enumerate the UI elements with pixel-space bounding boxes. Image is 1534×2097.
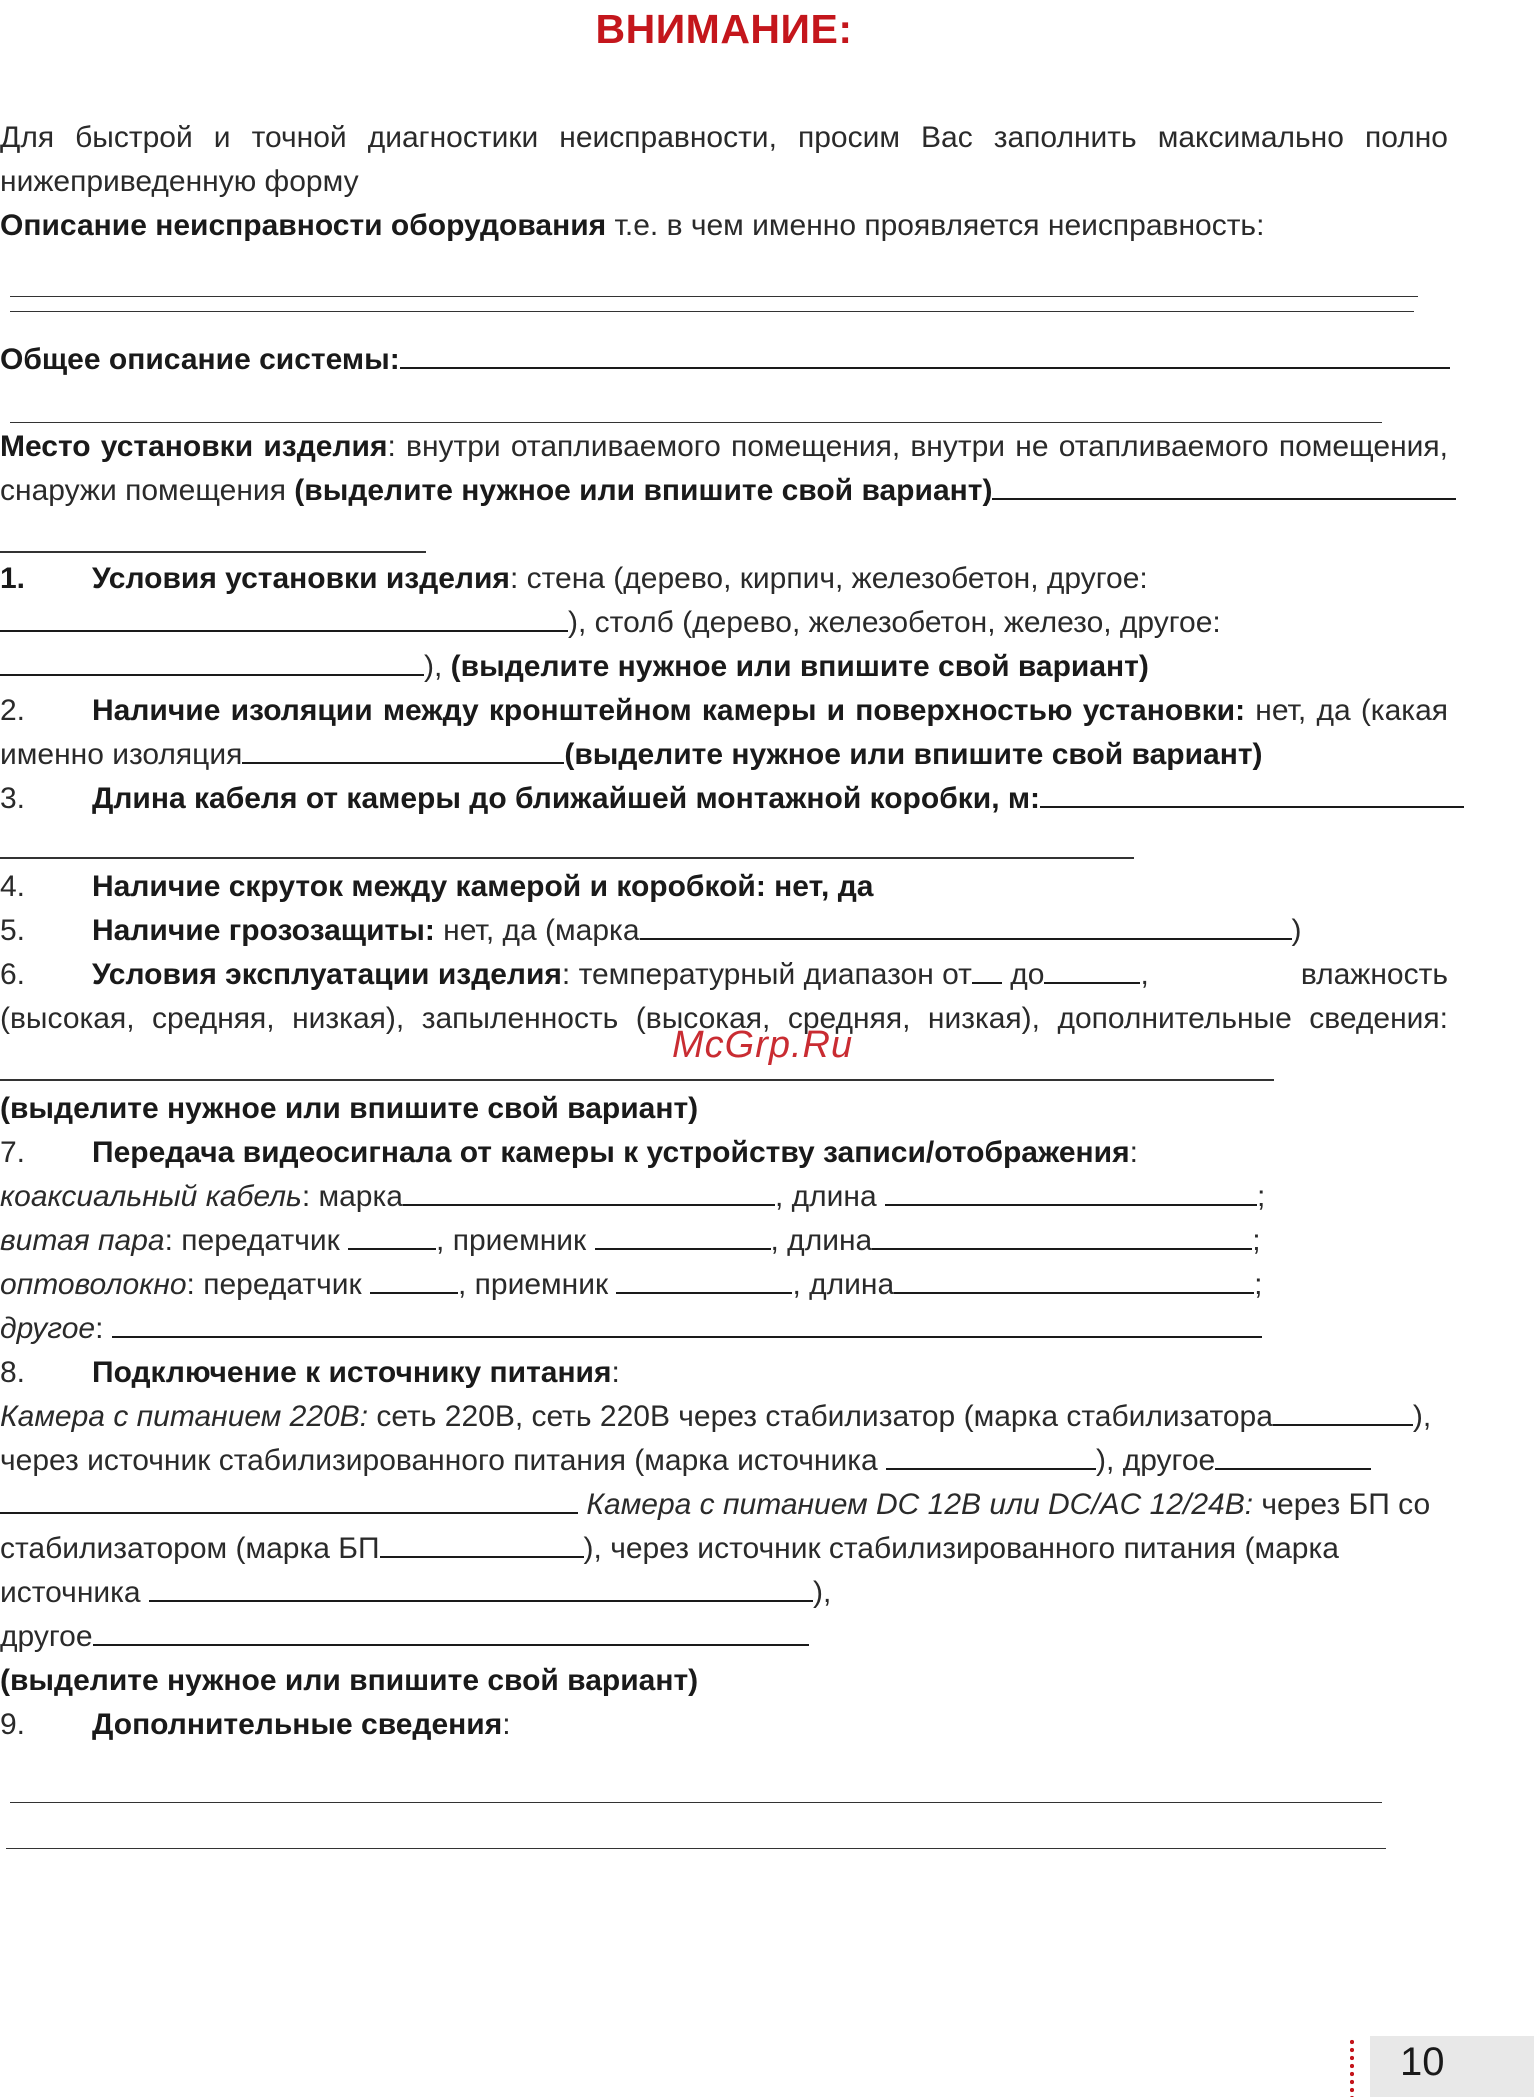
- temp-to-field[interactable]: [1044, 954, 1140, 984]
- power-220-line: Камера с питанием 220В: сеть 220В, сеть 220В через стабилизатор (марка стабилизатора ),: [0, 1395, 1448, 1439]
- power-220-other-field[interactable]: [1215, 1440, 1371, 1470]
- humidity-label: влажность: [1300, 958, 1448, 991]
- bp-brand-field[interactable]: [380, 1528, 584, 1558]
- transmission-other-field[interactable]: [112, 1308, 1262, 1338]
- surge-protection-brand-field[interactable]: [640, 910, 1292, 940]
- location-line-1: Место установки изделия: внутри отапливаемого помещения, внутри не отапливаемого помещения,: [0, 430, 1448, 463]
- system-answer-field[interactable]: [400, 339, 1450, 369]
- item-6-line-2: (высокая, средняя, низкая), запыленность (высокая, средняя, низкая), дополнительные сведения:: [0, 1002, 1448, 1035]
- cable-length-field[interactable]: [1040, 778, 1464, 808]
- fault-answer-line-1[interactable]: [10, 296, 1418, 297]
- watermark: McGrp.Ru: [672, 1024, 854, 1066]
- page-marker-dots: [1350, 2038, 1354, 2097]
- coax-length-field[interactable]: [885, 1176, 1257, 1206]
- twisted-pair-line: витая пара: передатчик , приемник , длина ;: [0, 1219, 1448, 1263]
- coax-brand-field[interactable]: [403, 1176, 775, 1206]
- item-8-label: Подключение к источнику питания: [92, 1356, 612, 1389]
- system-answer-line-2[interactable]: [10, 422, 1382, 423]
- location-answer-field[interactable]: [992, 470, 1456, 500]
- fiber-line: оптоволокно: передатчик , приемник , длина ;: [0, 1263, 1448, 1307]
- item-2-line-2: именно изоляция (выделите нужное или впишите свой вариант): [0, 733, 1448, 777]
- power-other-field[interactable]: [93, 1616, 809, 1646]
- wall-other-field[interactable]: [0, 602, 568, 632]
- additional-info-line-2[interactable]: [6, 1848, 1386, 1849]
- item-1-line-2: ), столб (дерево, железобетон, железо, другое:: [0, 601, 1448, 645]
- location-answer-line-2[interactable]: [0, 551, 426, 553]
- item-8-note: (выделите нужное или впишите свой вариант): [0, 1664, 699, 1697]
- item-3-label: Длина кабеля от камеры до ближайшей монтажной коробки, м:: [92, 782, 1041, 815]
- coax-line: коаксиальный кабель: марка , длина ;: [0, 1175, 1448, 1219]
- item-2-line-1: 2. Наличие изоляции между кронштейном камеры и поверхностью установки: нет, да (какая: [0, 694, 1448, 727]
- additional-info-line-1[interactable]: [10, 1802, 1382, 1803]
- dc-source-brand-field[interactable]: [149, 1572, 813, 1602]
- item-9-line: 9. Дополнительные сведения:: [0, 1708, 511, 1741]
- item-1-line-3: ), (выделите нужное или впишите свой вариант): [0, 645, 1448, 689]
- item-6-label: Условия эксплуатации изделия: [92, 958, 562, 991]
- item-7-label: Передача видеосигнала от камеры к устройству записи/отображения: [92, 1136, 1130, 1169]
- item-6-line-3: (выделите нужное или впишите свой вариант): [0, 1092, 699, 1125]
- item-1-line-1: 1. Условия установки изделия: стена (дерево, кирпич, железобетон, другое:: [0, 562, 1148, 595]
- item-9-label: Дополнительные сведения: [92, 1708, 503, 1741]
- conditions-additional-field[interactable]: [0, 1079, 1274, 1081]
- power-220-other-field-2[interactable]: [0, 1484, 578, 1514]
- power-220-line-2: через источник стабилизированного питания (марка источника ), другое: [0, 1439, 1448, 1483]
- system-label: Общее описание системы:: [0, 343, 400, 376]
- item-4-label: Наличие скруток между камерой и коробкой: нет, да: [92, 870, 874, 903]
- fault-text: т.е. в чем именно проявляется неисправность:: [606, 209, 1265, 242]
- insulation-field[interactable]: [242, 734, 564, 764]
- page-number: 10: [1400, 2040, 1445, 2084]
- system-description: [0, 338, 1448, 382]
- page-number-box: [1370, 2036, 1534, 2097]
- location-label: Место установки изделия: [0, 430, 388, 463]
- power-dc-line-2: стабилизатором (марка БП ), через источник стабилизированного питания (марка: [0, 1527, 1448, 1571]
- transmission-other-line: другое:: [0, 1307, 1448, 1351]
- intro-line-1: Для быстрой и точной диагностики неисправности, просим Вас заполнить максимально полно: [0, 121, 1448, 154]
- fiber-receiver-field[interactable]: [616, 1264, 792, 1294]
- item-3-line-1: 3. Длина кабеля от камеры до ближайшей монтажной коробки, м:: [0, 777, 1448, 821]
- fiber-transmitter-field[interactable]: [370, 1264, 458, 1294]
- stabilizer-brand-field[interactable]: [1273, 1396, 1413, 1426]
- fault-answer-line-2[interactable]: [10, 311, 1414, 312]
- item-7-line-1: 7. Передача видеосигнала от камеры к устройству записи/отображения:: [0, 1136, 1138, 1169]
- item-5-line: 5. Наличие грозозащиты: нет, да (марка ): [0, 909, 1448, 953]
- temp-from-field[interactable]: [972, 954, 1002, 984]
- power-dc-line: Камера с питанием DC 12В или DC/AC 12/24В: через БП со: [0, 1483, 1448, 1527]
- tp-receiver-field[interactable]: [595, 1220, 771, 1250]
- tp-length-field[interactable]: [872, 1220, 1252, 1250]
- fault-description: [0, 204, 1448, 248]
- fault-label: Описание неисправности оборудования: [0, 209, 607, 242]
- item-6-line-1: 6. Условия эксплуатации изделия: температурный диапазон от до ,: [0, 953, 1448, 997]
- psu-brand-field[interactable]: [886, 1440, 1096, 1470]
- pole-other-field[interactable]: [0, 646, 424, 676]
- power-dc-line-3: источника ),: [0, 1571, 1448, 1615]
- intro-line-2: нижеприведенную форму: [0, 165, 359, 198]
- tp-transmitter-field[interactable]: [348, 1220, 436, 1250]
- item-1-label: Условия установки изделия: [92, 562, 510, 595]
- cable-length-line-2[interactable]: [0, 857, 1134, 859]
- item-2-label: Наличие изоляции между кронштейном камеры и поверхностью установки:: [92, 694, 1246, 727]
- page-title: ВНИМАНИЕ:: [595, 6, 853, 52]
- item-4-line: 4. Наличие скруток между камерой и коробкой: нет, да: [0, 870, 874, 903]
- fiber-length-field[interactable]: [894, 1264, 1254, 1294]
- item-5-label: Наличие грозозащиты:: [92, 914, 435, 947]
- power-other-line: другое: [0, 1615, 1448, 1659]
- location-line-2: снаружи помещения (выделите нужное или впишите свой вариант): [0, 469, 1448, 513]
- item-8-line-1: 8. Подключение к источнику питания:: [0, 1356, 620, 1389]
